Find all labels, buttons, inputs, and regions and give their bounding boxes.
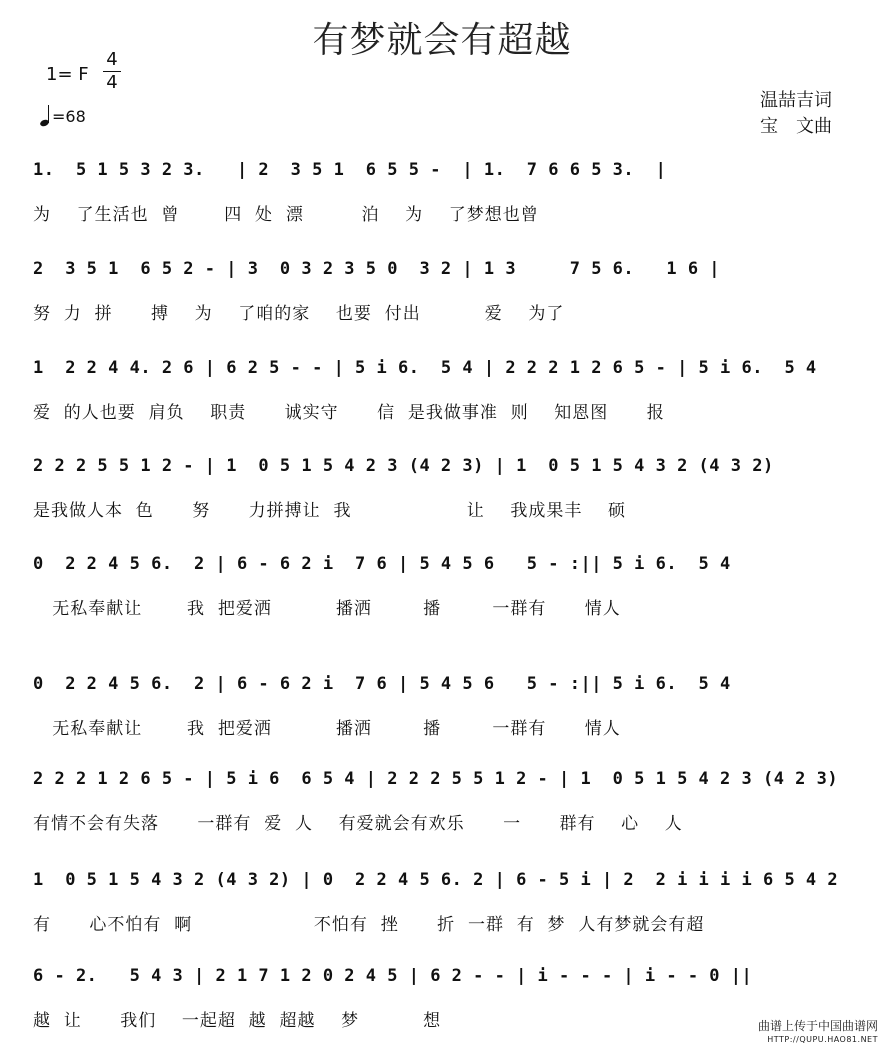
lyrics-line: 有 心不怕有 啊 不怕有 挫 折 一群 有 梦 人有梦就会有超 — [33, 915, 705, 935]
notation-line: 0 2 2 4 5 6. 2 | 6 - 6 2 i 7 6 | 5 4 5 6 5 - :|| 5 i 6. 5 4 — [33, 674, 731, 694]
time-signature — [103, 50, 121, 93]
lyrics-line: 有情不会有失落 一群有 爱 人 有爱就会有欢乐 一 群有 心 人 — [33, 814, 683, 834]
watermark — [758, 1020, 878, 1046]
score-system-7 — [0, 769, 884, 849]
watermark-url: HTTP://QUPU.HAO81.NET — [767, 1035, 878, 1044]
tempo-value: =68 — [52, 107, 86, 126]
meter-top: 4 — [106, 49, 118, 70]
lyrics-line: 为 了生活也 曾 四 处 漂 泊 为 了梦想也曾 — [33, 205, 539, 225]
watermark-text: 曲谱上传于中国曲谱网 — [757, 1019, 878, 1033]
credits — [760, 88, 832, 140]
notation-line: 2 2 2 5 5 1 2 - | 1 0 5 1 5 4 2 3 (4 2 3) | 1 0 5 1 5 4 3 2 (4 3 2) — [33, 456, 774, 476]
score-system-6 — [0, 674, 884, 754]
score-system-4 — [0, 456, 884, 536]
lyrics-line: 努 力 拼 搏 为 了咱的家 也要 付出 爱 为了 — [33, 304, 565, 324]
lyrics-line: 越 让 我们 一起超 越 超越 梦 想 — [33, 1011, 442, 1031]
lyrics-line: 是我做人本 色 努 力拼搏让 我 让 我成果丰 硕 — [33, 501, 626, 521]
notation-line: 0 2 2 4 5 6. 2 | 6 - 6 2 i 7 6 | 5 4 5 6 5 - :|| 5 i 6. 5 4 — [33, 554, 731, 574]
lyrics-line: 无私奉献让 我 把爱洒 播洒 播 一群有 情人 — [33, 599, 621, 619]
notation-line: 1. 5 1 5 3 2 3. | 2 3 5 1 6 5 5 - | 1. 7 6 6 5 3. | — [33, 160, 667, 180]
score-system-3 — [0, 358, 884, 438]
lyricist-credit: 温喆吉词 — [760, 90, 832, 111]
notation-line: 6 - 2. 5 4 3 | 2 1 7 1 2 0 2 4 5 | 6 2 - - | i - - - | i - - 0 || — [33, 966, 753, 986]
score-system-5 — [0, 554, 884, 634]
page-title: 有梦就会有超越 — [312, 20, 572, 61]
score-system-9 — [0, 966, 884, 1046]
lyrics-line: 无私奉献让 我 把爱洒 播洒 播 一群有 情人 — [33, 719, 621, 739]
quarter-note-icon — [40, 104, 50, 126]
notation-line: 1 2 2 4 4. 2 6 | 6 2 5 - - | 5 i 6. 5 4 | 2 2 2 1 2 6 5 - | 5 i 6. 5 4 — [33, 358, 817, 378]
tempo-marking — [40, 104, 86, 126]
composer-credit: 宝 文曲 — [760, 116, 832, 137]
lyrics-line: 爱 的人也要 肩负 职责 诚实守 信 是我做事准 则 知恩图 报 — [33, 403, 665, 423]
meter-bottom: 4 — [106, 72, 118, 93]
score-system-8 — [0, 870, 884, 950]
key-signature: 1= F — [46, 64, 89, 85]
notation-line: 2 2 2 1 2 6 5 - | 5 i 6 6 5 4 | 2 2 2 5 5 1 2 - | 1 0 5 1 5 4 2 3 (4 2 3) — [33, 769, 839, 789]
notation-line: 2 3 5 1 6 5 2 - | 3 0 3 2 3 5 0 3 2 | 1 3 7 5 6. 1 6 | — [33, 259, 721, 279]
score-system-2 — [0, 259, 884, 339]
notation-line: 1 0 5 1 5 4 3 2 (4 3 2) | 0 2 2 4 5 6. 2 | 6 - 5 i | 2 2 i i i i 6 5 4 2 — [33, 870, 839, 890]
score-system-1 — [0, 160, 884, 240]
